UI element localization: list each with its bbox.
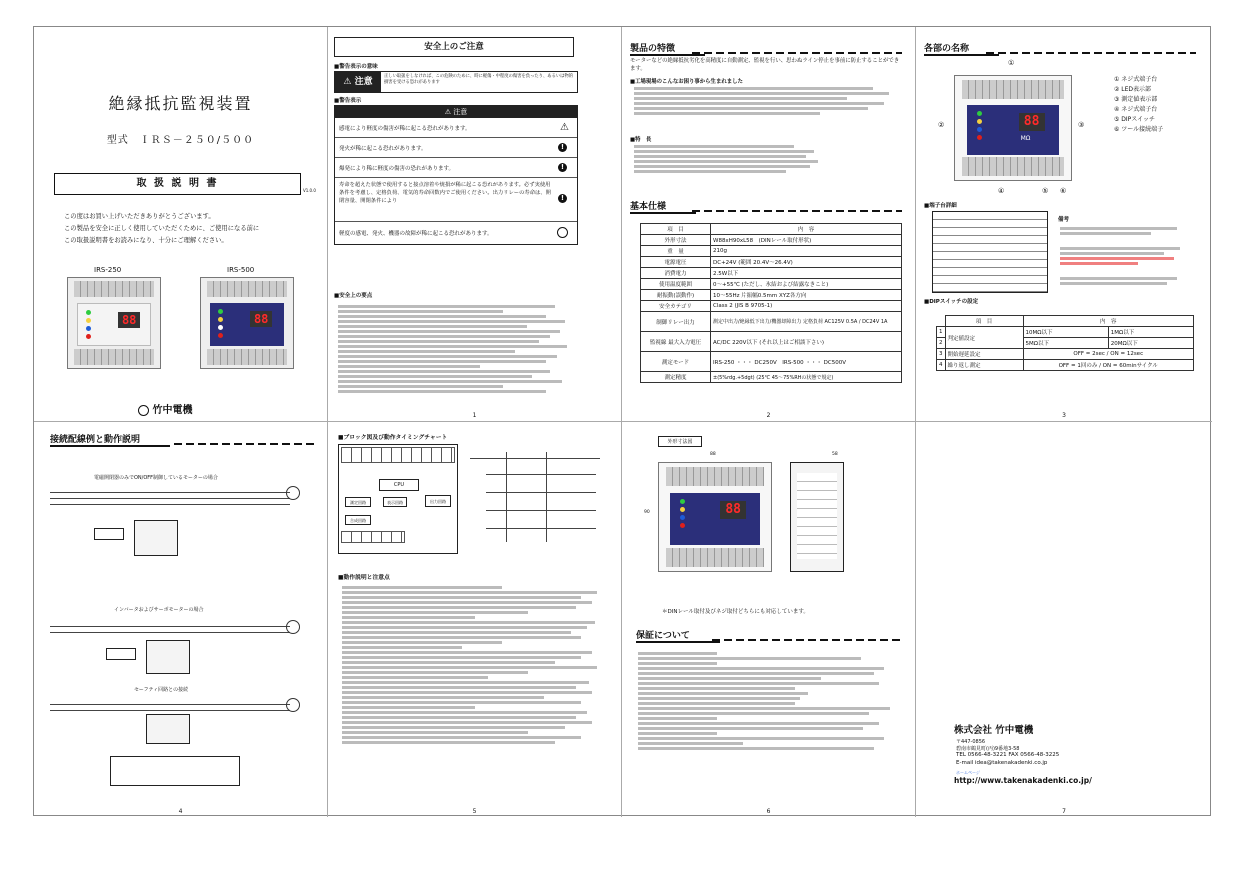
page-number: 7 — [1062, 808, 1066, 815]
page-number: 5 — [472, 808, 477, 815]
led-green-icon — [680, 499, 685, 504]
block-measure: 測定回路 — [345, 497, 371, 507]
timing-chart — [466, 444, 612, 554]
panel-block — [328, 422, 622, 817]
device-face — [967, 105, 1060, 155]
parts-heading: 各部の名称 — [924, 41, 999, 56]
panel-cover — [34, 27, 328, 422]
callout-1: ① — [1008, 59, 1015, 67]
wiring-sub-2: インバータおよびサーボモーターの場合 — [114, 607, 204, 613]
callout-5: ⑤ — [1042, 187, 1049, 195]
terminal-block — [962, 157, 1064, 176]
spec-heading: 基本仕様 — [630, 199, 696, 214]
callout-4: ④ — [998, 187, 1005, 195]
fire-mandatory-icon: ! — [558, 143, 567, 152]
dim-width-label: 88 — [710, 452, 716, 457]
lifetime-mandatory-icon: ! — [558, 194, 567, 203]
led-red-icon — [218, 333, 223, 338]
led-blue-icon — [977, 127, 982, 132]
panel-wiring — [34, 422, 328, 817]
manual-label-box — [54, 173, 301, 195]
led-red-icon — [86, 334, 91, 339]
spec-row: 監視線 最大入力電圧 AC/DC 220V以下 (それ以上はご相談下さい) — [641, 332, 902, 352]
panel-back — [916, 422, 1212, 817]
features-origin-text — [634, 85, 900, 117]
led-red-icon — [977, 135, 982, 140]
parts-item: ① ネジ式端子台 — [1114, 76, 1158, 83]
spec-table-head: 項 目 内 容 — [641, 224, 902, 235]
company-zip: 〒447-0856 — [956, 739, 986, 745]
block-output: 出力回路 — [425, 495, 451, 507]
features-main-heading: ■特 長 — [630, 137, 652, 143]
features-origin-heading: ■工場現場のこんなお困り事から生まれました — [630, 79, 743, 85]
homepage-url[interactable]: http://www.takenakadenki.co.jp/ — [954, 776, 1092, 785]
parts-item: ⑥ ツール接続端子 — [1114, 126, 1164, 133]
spec-row: 電源電圧 DC+24V (範囲 20.4V～26.4V) — [641, 257, 902, 268]
dimension-front-view — [658, 462, 772, 572]
warranty-text — [638, 650, 900, 752]
device-face — [670, 493, 760, 545]
led-green-icon — [218, 309, 223, 314]
led-yellow-icon — [218, 317, 223, 322]
wiring-sub-3: セーフティ回路との接続 — [134, 687, 189, 693]
sec-warning-display: ■警告表示 — [334, 98, 362, 104]
callout-6: ⑥ — [1060, 187, 1067, 195]
version-label: V1.0.0 — [303, 188, 316, 193]
product-photo-irs250 — [67, 277, 161, 369]
terminal-block — [74, 281, 155, 297]
dip-row: 4 繰り返し測定 OFF = 1回のみ / ON = 60minサイクル — [937, 360, 1194, 371]
unit-label: MΩ — [1020, 135, 1031, 143]
company-name: 株式会社 竹中電機 — [954, 725, 1034, 736]
led-green-icon — [86, 310, 91, 315]
warning-row: 発火が稀に起こる恐れがあります。 ! — [335, 138, 577, 158]
dip-heading: ■DIPスイッチの設定 — [924, 299, 979, 305]
led-yellow-icon — [86, 318, 91, 323]
dip-row: 3 開始遅延設定 OFF = 2sec / ON = 12sec — [937, 349, 1194, 360]
dip-row: 2 5MΩ以下 20MΩ以下 — [937, 338, 1194, 349]
warning-table — [334, 105, 578, 245]
dip-table-head: 項 目 内 容 — [937, 316, 1194, 327]
dimension-side-view — [790, 462, 844, 572]
led-yellow-icon — [680, 507, 685, 512]
terminal-note-heading: 備考 — [1058, 217, 1070, 223]
heading-rule — [986, 52, 1196, 54]
company-address: 碧南市鶴見町(丙)9番地3-58 — [956, 746, 1020, 752]
manual-sheet — [33, 26, 1211, 816]
dimensions-heading-box — [658, 436, 702, 447]
dim-depth-label: 58 — [832, 452, 838, 457]
manual-label: 取 扱 説 明 書 — [136, 178, 219, 189]
parts-item: ③ 測定値表示部 — [1114, 96, 1158, 103]
page-number: 3 — [1062, 412, 1066, 419]
intro-line: この度はお買い上げいただきありがとうございます。 — [64, 213, 215, 220]
company-tel: TEL 0566-48-3221 FAX 0566-48-3225 — [956, 752, 1060, 758]
caution-row — [334, 71, 578, 93]
intro-line: この製品を安全に正しく使用していただくために、ご使用になる前に — [64, 225, 260, 232]
segment-display: 88 — [720, 501, 746, 519]
model-line: 型式 ＩＲＳ－２５０/５００ — [106, 135, 255, 146]
dim-height-label: 90 — [644, 510, 650, 515]
wiring-sub-1: 電磁開閉器のみでON/OFF制御しているモーターの場合 — [94, 475, 218, 481]
caution-badge: ⚠ 注意 — [335, 72, 381, 92]
spec-row: 外形寸法 W88xH90xL58 (DINレール取付形状) — [641, 235, 902, 246]
parts-item: ④ ネジ式端子台 — [1114, 106, 1158, 113]
explosion-mandatory-icon: ! — [558, 163, 567, 172]
company-email: E-mail idea@takenakadenki.co.jp — [956, 760, 1048, 766]
mounting-note: ＊DINレール取付及びネジ取付どちらにも対応しています。 — [662, 609, 809, 615]
heading-rule — [174, 443, 314, 445]
wiring-diagram-1 — [50, 484, 300, 572]
callout-2: ② — [938, 121, 945, 129]
page-number: 6 — [766, 808, 771, 815]
dip-row: 1 判定値設定 10MΩ以下 1MΩ以下 — [937, 327, 1194, 338]
panel-parts — [916, 27, 1212, 422]
safety-title: 安全上のご注意 — [424, 42, 484, 52]
callout-3: ③ — [1078, 121, 1085, 129]
parts-item: ⑤ DIPスイッチ — [1114, 116, 1156, 123]
led-blue-icon — [86, 326, 91, 331]
model-a-label: IRS-250 — [94, 266, 122, 274]
features-heading: 製品の特徴 — [630, 41, 705, 56]
page-number: 1 — [472, 412, 477, 419]
spec-table — [640, 223, 902, 383]
homepage-label: ホームページ — [956, 770, 980, 775]
product-photo-irs500 — [200, 277, 294, 369]
operation-heading: ■動作説明と注意点 — [338, 575, 390, 581]
wiring-heading: 接続配線例と動作説明 — [50, 432, 170, 447]
spec-row: 制御リレー出力 測定中出力/絶縁低下出力/機器却障出力 定格負荷 AC125V 0.5A / DC24V 1A — [641, 312, 902, 332]
spec-row: 消費電力 2.5W以下 — [641, 268, 902, 279]
terminal-block — [666, 467, 765, 486]
electric-shock-icon: ⚠ — [560, 122, 569, 133]
terminal-block — [962, 80, 1064, 99]
parts-diagram-device — [954, 75, 1072, 181]
segment-display: 88 — [250, 311, 272, 327]
panel-safety — [328, 27, 622, 422]
parts-list — [1114, 75, 1163, 135]
terminal-detail-heading: ■端子台詳細 — [924, 203, 957, 209]
dip-table — [936, 315, 1194, 371]
wiring-diagram-2 — [50, 618, 300, 678]
terminal-block — [74, 349, 155, 365]
page-number: 2 — [766, 412, 771, 419]
features-lead: モーターなどの絶縁抵抗劣化を高精度に自動測定、監視を行い、思わぬライン停止を事前に防止することができます。 — [630, 58, 900, 72]
block-diagram — [338, 444, 458, 554]
panel-features — [622, 27, 916, 422]
led-white-icon — [218, 325, 223, 330]
spec-row: 耐振動(誤動作) 10～55Hz 片振幅0.5mm XYZ各方向 — [641, 290, 902, 301]
warning-triangle-icon: ⚠ — [343, 77, 352, 87]
safety-points-text — [338, 303, 574, 395]
led-green-icon — [977, 111, 982, 116]
panel-dimensions — [622, 422, 916, 817]
terminal-note-text — [1060, 225, 1190, 287]
model-b-label: IRS-500 — [227, 266, 255, 274]
spec-row: 重 量 210g — [641, 246, 902, 257]
heading-rule — [692, 52, 902, 54]
sec-warning-meaning: ■警告表示の意味 — [334, 64, 378, 70]
spec-row: 測定モード IRS-250 ・・・ DC250V IRS-500 ・・・ DC500V — [641, 352, 902, 372]
company-logo: 竹中電機 — [138, 401, 192, 416]
block-synth: 合成回路 — [345, 515, 371, 525]
warning-table-head: ⚠ 注意 — [335, 106, 577, 118]
segment-display: 88 — [1019, 113, 1045, 131]
block-heading: ■ブロック図及び動作タイミングチャート — [338, 435, 448, 441]
intro-text — [64, 211, 259, 247]
device-face — [77, 303, 151, 346]
led-yellow-icon — [977, 119, 982, 124]
spec-row: 使用温度範囲 0～+55℃ (ただし、氷結および結露なきこと) — [641, 279, 902, 290]
intro-line: この取扱説明書をお読みになり、十分にご理解ください。 — [64, 237, 228, 244]
terminal-detail-table — [932, 211, 1048, 293]
product-title: 絶縁抵抗監視装置 — [108, 94, 253, 113]
safety-title-box — [334, 37, 574, 57]
block-cpu: CPU — [379, 479, 419, 491]
terminal-block — [666, 548, 765, 567]
wiring-diagram-3 — [50, 698, 300, 794]
terminal-block — [207, 349, 288, 365]
warning-row: 爆発により稀に軽度の傷害の恐れがあります。 ! — [335, 158, 577, 178]
operation-text — [342, 584, 608, 746]
spec-row: 安全カテゴリ Class 2 (JIS B 9705-1) — [641, 301, 902, 312]
led-blue-icon — [680, 515, 685, 520]
sec-safety-points: ■安全上の要点 — [334, 293, 373, 299]
heading-rule — [692, 210, 902, 212]
segment-display: 88 — [118, 312, 140, 328]
prohibition-icon — [557, 227, 568, 238]
warning-row: 感電により軽度の傷害が稀に起こる恐れがあります。 ⚠ — [335, 118, 577, 138]
caution-text: 正しい取扱をしなければ、この危険のために、時に軽傷・中程度の傷害を負ったり、あるいは物的損害を受ける恐れがあります — [384, 74, 574, 85]
warning-row: 軽度の感電、発火、機器の故障が稀に起こる恐れがあります。 — [335, 222, 577, 244]
heading-rule — [712, 639, 902, 641]
spec-row: 測定精度 ±(5%rdg.+5dgt) (25℃ 45～75%RHの状態で規定) — [641, 372, 902, 383]
led-red-icon — [680, 523, 685, 528]
parts-item: ② LED表示部 — [1114, 86, 1152, 93]
logo-mark-icon — [138, 405, 149, 416]
page-number: 4 — [178, 808, 183, 815]
warning-row: 寿命を超えた状態で使用すると接点溶着や焼損が稀に起こる恐れがあります。必ず実使用条件を考慮し、定格負荷、電気的寿命回数内でご使用ください。出力リレーの寿命は、開閉容量、開閉条件により ! — [335, 178, 577, 222]
warranty-heading: 保証について — [636, 628, 720, 643]
block-display: 表示回路 — [383, 497, 407, 507]
terminal-block — [207, 281, 288, 297]
device-face — [210, 303, 284, 346]
dimensions-heading: 外形寸法図 — [667, 439, 693, 445]
features-main-text — [634, 143, 834, 175]
